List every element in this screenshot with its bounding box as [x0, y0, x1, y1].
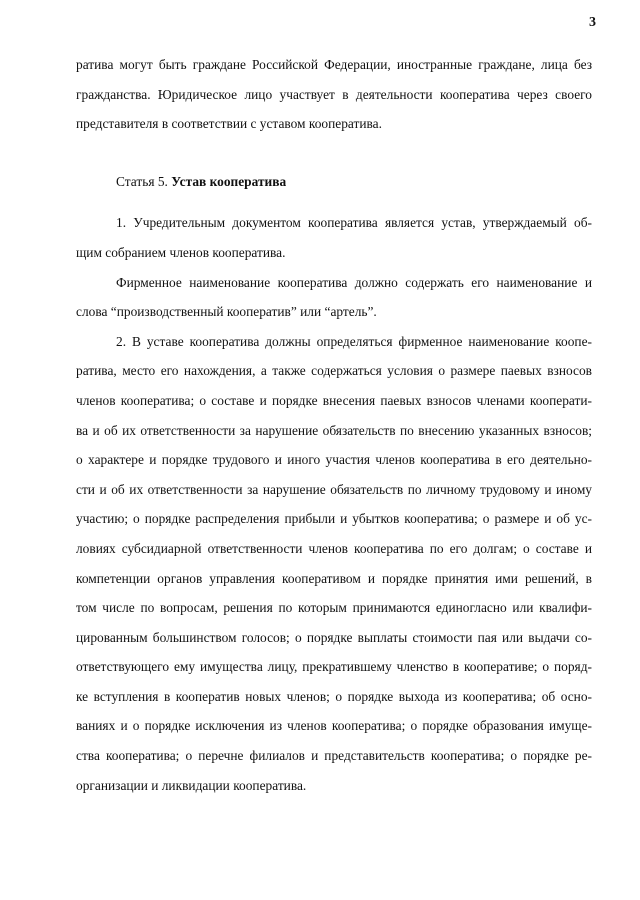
text-line: 1. Учредительным документом кооператива является устав, утверждаемый об-: [116, 215, 592, 231]
text-line: ответствующего ему имущества лицу, прекратившему членство в кооперативе; о поряд-: [76, 659, 592, 675]
text-line: участию; о порядке распределения прибыли и убытков кооператива; о размере и об ус-: [76, 511, 592, 527]
text-line: о характере и порядке трудового и иного участия членов кооператива в его деятельно-: [76, 452, 592, 468]
text-line: сти и об их ответственности за нарушение обязательств по личному трудовому и иному: [76, 481, 592, 497]
text-line: 2. В уставе кооператива должны определяться фирменное наименование коопе-: [116, 333, 592, 349]
text-line: представителя в соответствии с уставом кооператива.: [76, 116, 382, 132]
text-line: ловиях субсидиарной ответственности членов кооператива по его долгам; о составе и: [76, 540, 592, 556]
article-label: Статья 5.: [116, 173, 168, 189]
paragraph-1: [76, 208, 592, 267]
text-line: ратива, место его нахождения, а также содержаться условия о размере паевых взносов: [76, 363, 592, 379]
page-number: 3: [589, 15, 596, 30]
text-line: ваниях и о порядке исключения из членов кооператива; о порядке образования имуще-: [76, 718, 592, 734]
text-line: членов кооператива; о составе и порядке внесения паевых взносов членами кооперати-: [76, 392, 592, 408]
text-line: ке вступления в кооператив новых членов; о порядке выхода из кооператива; об осно-: [76, 688, 592, 704]
text-line: ства кооператива; о перечне филиалов и представительств кооператива; о порядке ре-: [76, 748, 592, 764]
text-line: том числе по вопросам, решения по которым принимаются единогласно или квалифи-: [76, 600, 592, 616]
paragraph-2: [76, 268, 592, 327]
text-line: компетенции органов управления кооперативом и порядке принятия ими решений, в: [76, 570, 592, 586]
text-line: Фирменное наименование кооператива должно содержать его наименование и: [116, 274, 592, 290]
article-heading: [76, 167, 592, 197]
document-body: [76, 50, 592, 800]
intro-paragraph: [76, 50, 592, 139]
paragraph-3: [76, 327, 592, 801]
text-line: гражданства. Юридическое лицо участвует в деятельности кооператива через своего: [76, 86, 592, 102]
text-line: цированным большинством голосов; о порядке выплаты стоимости пая или выдачи со-: [76, 629, 592, 645]
text-line: слова “производственный кооператив” или “артель”.: [76, 304, 377, 320]
text-line: ва и об их ответственности за нарушение обязательств по внесению указанных взносов;: [76, 422, 592, 438]
text-line: щим собранием членов кооператива.: [76, 244, 286, 260]
text-line: организации и ликвидации кооператива.: [76, 777, 307, 793]
article-title: Устав кооператива: [171, 173, 287, 189]
text-line: ратива могут быть граждане Российской Федерации, иностранные граждане, лица без: [76, 57, 592, 72]
